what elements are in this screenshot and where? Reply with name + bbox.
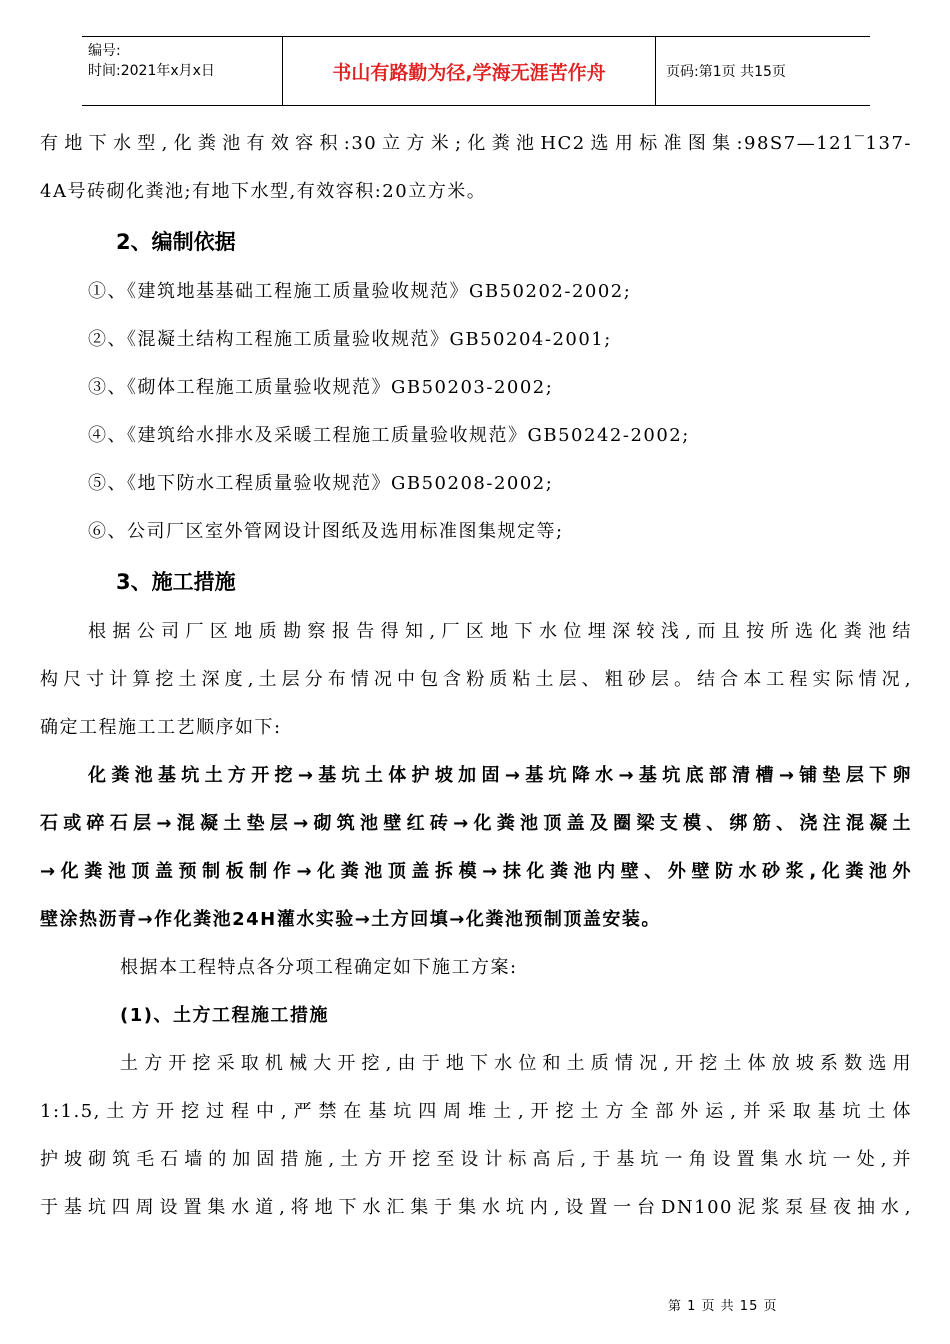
page-footer: 第 1 页 共 15 页: [668, 1299, 778, 1314]
text-line: 确定工程施工工艺顺序如下:: [40, 717, 282, 738]
text-line: 根据公司厂区地质勘察报告得知,厂区地下水位埋深较浅,而且按所选化粪池结: [88, 621, 912, 642]
sequence-line: 石或碎石层→混凝土垫层→砌筑池壁红砖→化粪池顶盖及圈梁支模、绑筋、浇注混凝土: [40, 813, 912, 834]
sequence-line: 壁涂热沥青→作化粪池24H灌水实验→土方回填→化粪池预制顶盖安装。: [40, 909, 661, 930]
header-meta: [82, 37, 282, 105]
header-page-label: 页码:第1页 共15页: [666, 64, 786, 80]
text-line: 有地下水型,化粪池有效容积:30立方米;化粪池HC2选用标准图集:98S7—121‾137-: [40, 133, 912, 154]
page-header: [82, 36, 870, 106]
text-line: 土方开挖采取机械大开挖,由于地下水位和土质情况,开挖土体放坡系数选用: [120, 1053, 912, 1074]
text-line: 根据本工程特点各分项工程确定如下施工方案:: [120, 957, 518, 978]
sequence-line: →化粪池顶盖预制板制作→化粪池顶盖拆模→抹化粪池内壁、外壁防水砂浆,化粪池外: [40, 861, 912, 882]
section-heading: 2、编制依据: [116, 230, 236, 254]
reference-item: ⑥、公司厂区室外管网设计图纸及选用标准图集规定等;: [88, 521, 564, 542]
header-motto: 书山有路勤为径,学海无涯苦作舟: [282, 37, 656, 105]
code-label: 编号:: [88, 43, 121, 59]
text-line: 1:1.5,土方开挖过程中,严禁在基坑四周堆土,开挖土方全部外运,并采取基坑土体: [40, 1101, 912, 1122]
text-line: 于基坑四周设置集水道,将地下水汇集于集水坑内,设置一台DN100泥浆泵昼夜抽水,: [40, 1197, 912, 1218]
document-body: [40, 120, 912, 1232]
text-line: 护坡砌筑毛石墙的加固措施,土方开挖至设计标高后,于基坑一角设置集水坑一处,并: [40, 1149, 912, 1170]
reference-item: ④、《建筑给水排水及采暖工程施工质量验收规范》GB50242-2002;: [88, 425, 690, 446]
text-line: 4A号砖砌化粪池;有地下水型,有效容积:20立方米。: [40, 181, 487, 202]
reference-item: ③、《砌体工程施工质量验收规范》GB50203-2002;: [88, 377, 554, 398]
text-line: 构尺寸计算挖土深度,土层分布情况中包含粉质粘土层、粗砂层。结合本工程实际情况,: [40, 669, 912, 690]
sequence-line: 化粪池基坑土方开挖→基坑土体护坡加固→基坑降水→基坑底部清槽→铺垫层下卵: [88, 765, 912, 786]
subsection-heading: (1)、土方工程施工措施: [120, 1005, 329, 1026]
reference-item: ⑤、《地下防水工程质量验收规范》GB50208-2002;: [88, 473, 554, 494]
reference-item: ①、《建筑地基基础工程施工质量验收规范》GB50202-2002;: [88, 281, 632, 302]
date-label: 时间:2021年x月x日: [88, 63, 215, 79]
section-heading: 3、施工措施: [116, 570, 236, 594]
reference-item: ②、《混凝土结构工程施工质量验收规范》GB50204-2001;: [88, 329, 612, 350]
